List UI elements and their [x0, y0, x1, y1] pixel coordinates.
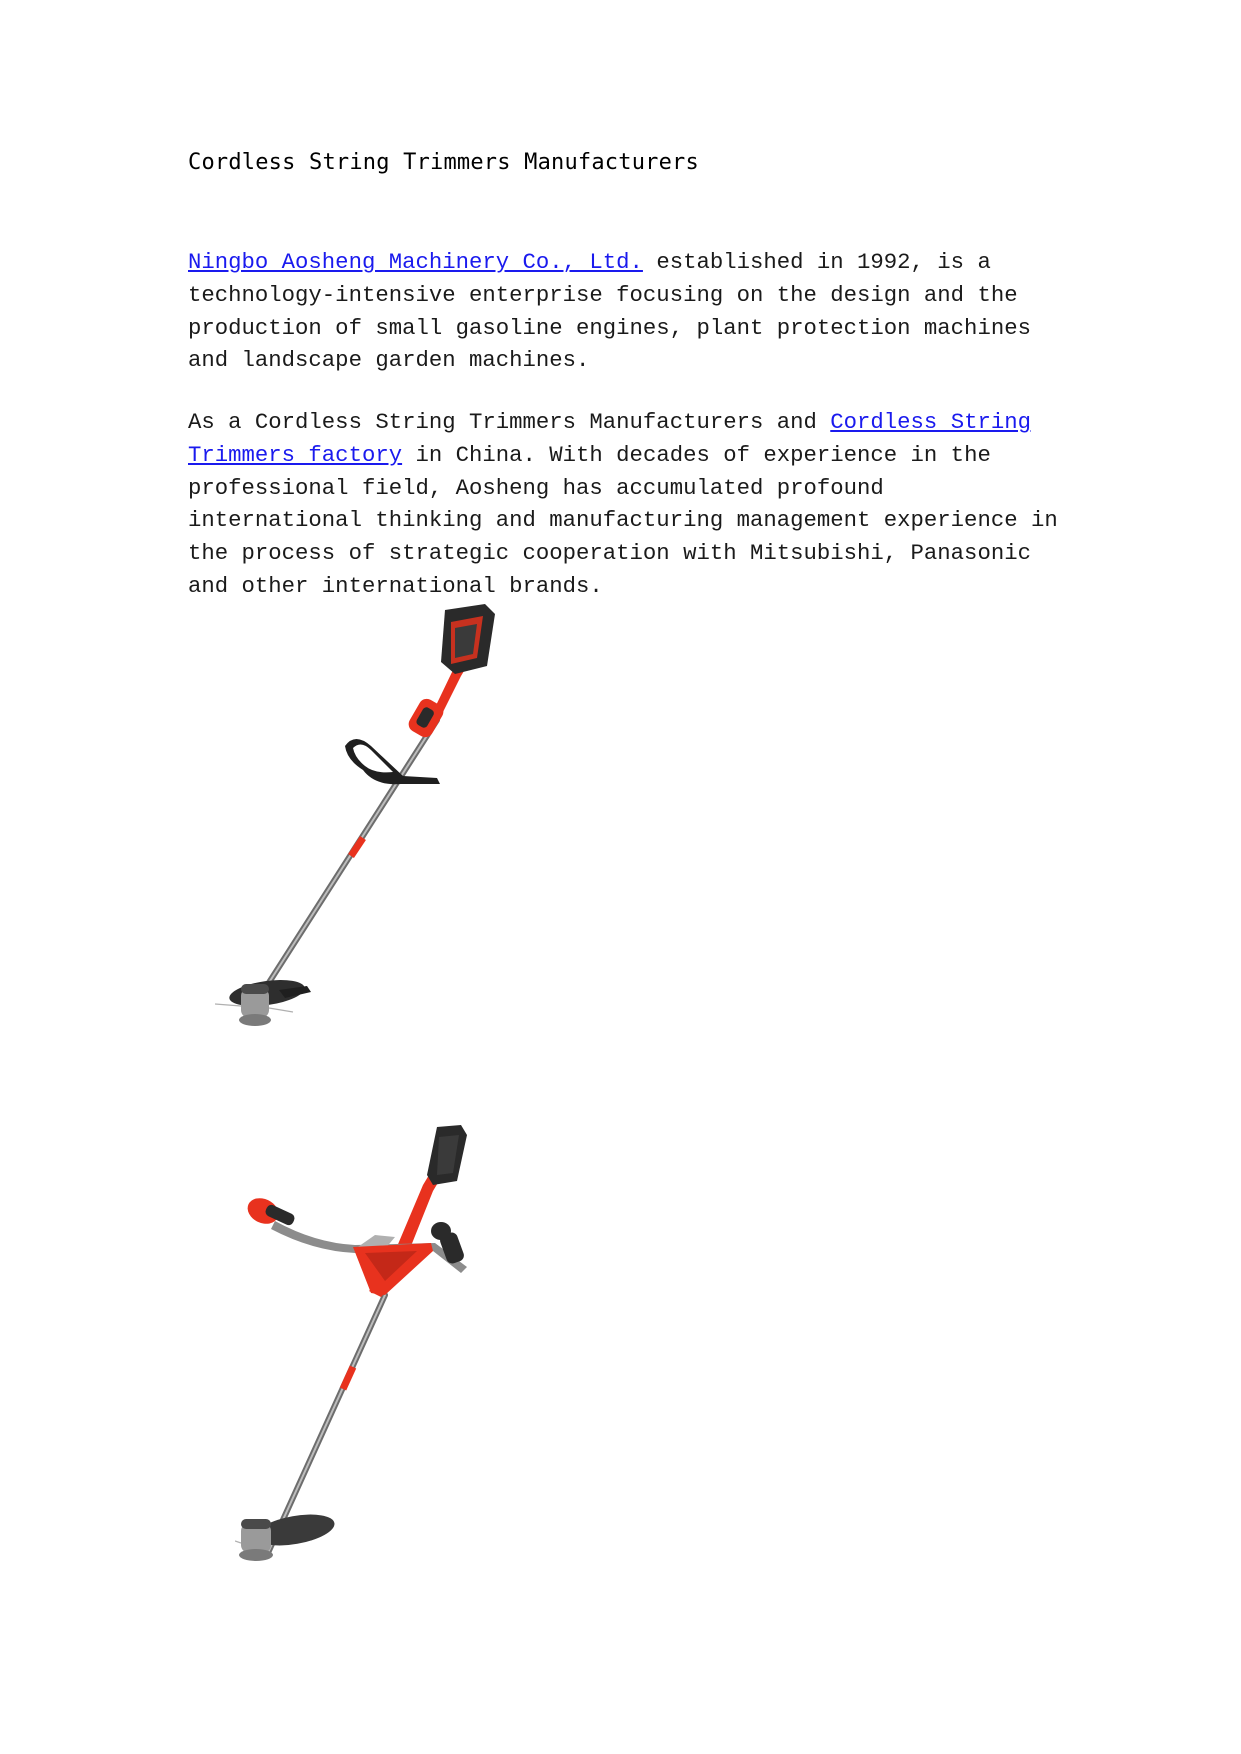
company-link[interactable]: Ningbo Aosheng Machinery Co., Ltd. — [188, 249, 643, 275]
trimmer-image-bike-handle — [235, 1125, 535, 1595]
about-paragraph — [188, 406, 1068, 603]
factory-link[interactable]: Cordless String Trimmers factory — [188, 409, 1031, 468]
intro-paragraph — [188, 246, 1068, 377]
about-text-before: As a Cordless String Trimmers Manufacturers and — [188, 409, 831, 435]
about-text-after: in China. With decades of experience in the professional field, Aosheng has accumulated profound international thinking and manufacturing management experience in the process of strategic cooperation with Mitsubishi, Panasonic and other international brands. — [188, 441, 1058, 599]
page-title: Cordless String Trimmers Manufacturers — [188, 150, 699, 175]
trimmer-image-loop-handle — [215, 600, 515, 1080]
intro-text: established in 1992, is a technology-intensive enterprise focusing on the design and the production of small gasoline engines, plant protection machines and landscape garden machines. — [188, 249, 1031, 374]
